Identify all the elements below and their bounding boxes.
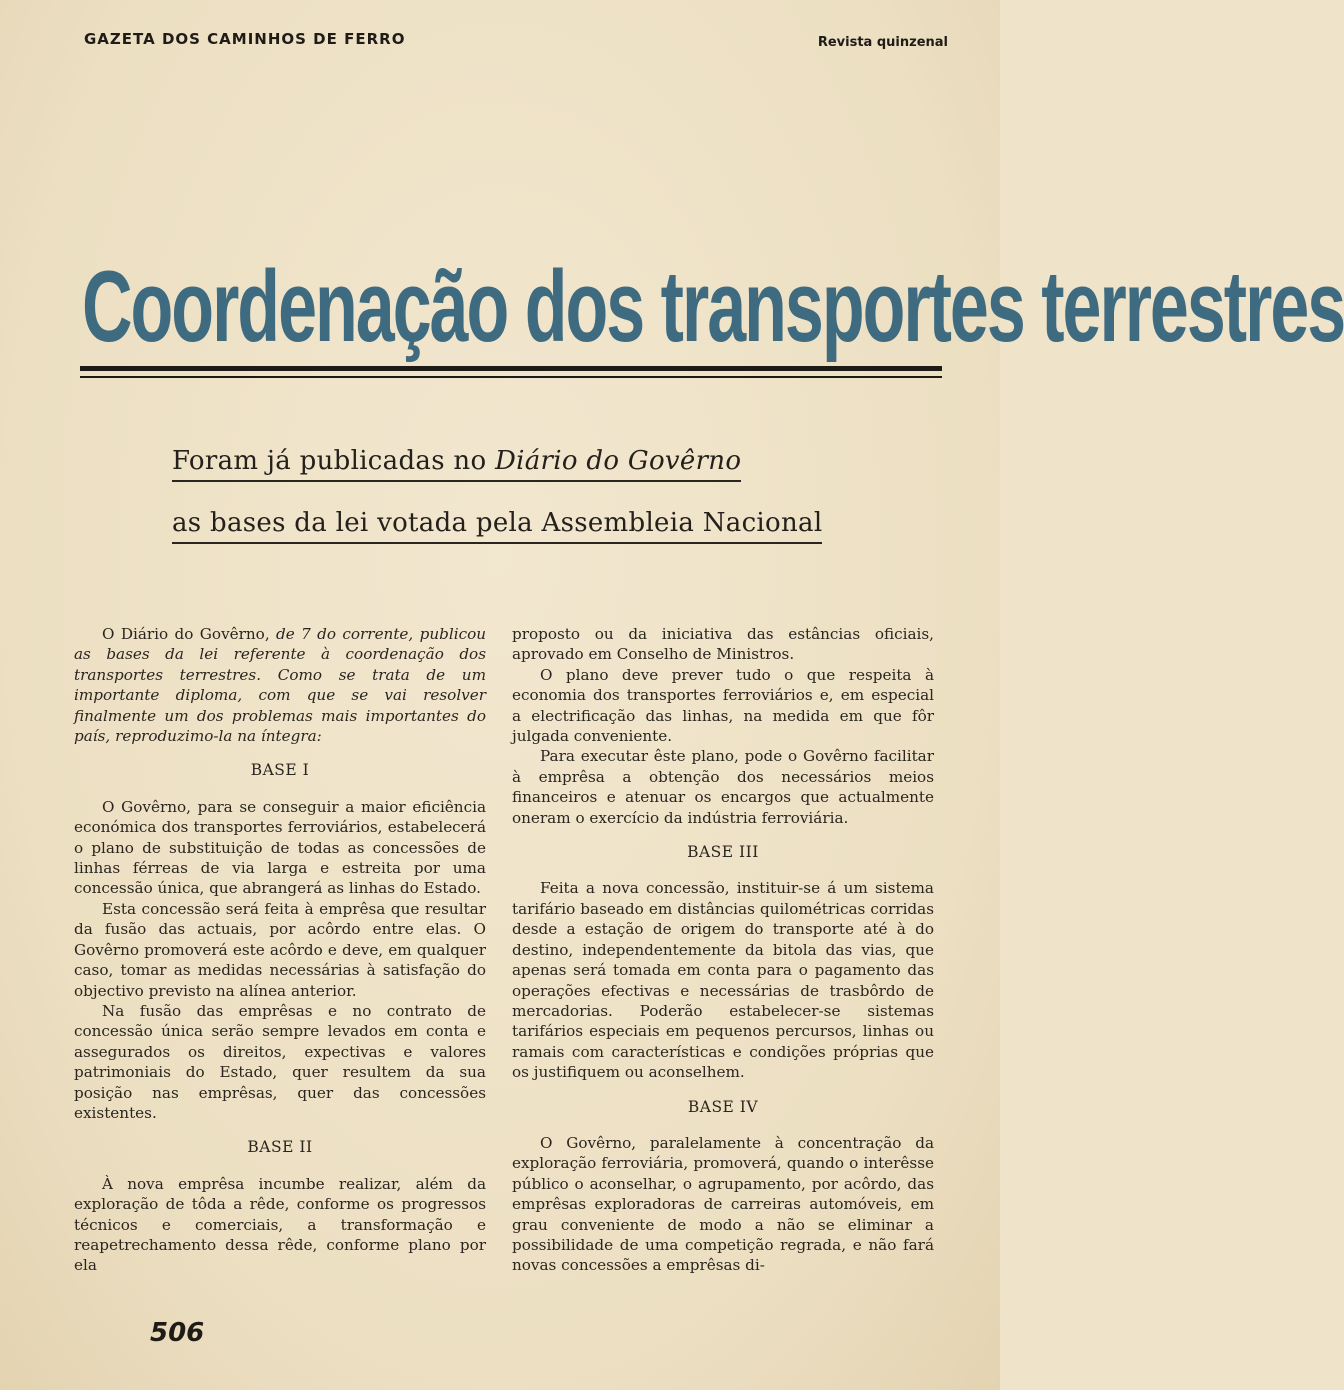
intro-paragraph <box>74 624 486 746</box>
intro-lead: O Diário do Govêrno, <box>102 625 270 643</box>
intro-rest: de 7 do corrente, publicou as bases da lei referente à coordenação dos transportes terrestres. Como se trata de um importante diploma, com que se vai resolver finalmente um dos problemas mais importantes do país, reproduzimo-la na íntegra: <box>74 625 486 746</box>
base-2-paragraph-3: Para executar êste plano, pode o Govêrno facilitar à emprêsa a obtenção dos necessários meios financeiros e atenuar os encargos que actualmente oneram o exercício da indústria ferroviária. <box>512 747 934 827</box>
base-1-paragraph-2: Esta concessão será feita à emprêsa que resultar da fusão das actuais, por acôrdo entre elas. O Govêrno promoverá este acôrdo e deve, em qualquer caso, tomar as medidas necessárias à satisfação do objectivo previsto na alínea anterior. <box>74 899 486 1000</box>
subtitle-line-2-text: as bases da lei votada pela Assembleia Nacional <box>172 508 822 544</box>
subtitle-line-1-italic: Diário do Govêrno <box>495 446 742 476</box>
right-column <box>512 624 934 1276</box>
title-rule-thin <box>80 376 942 378</box>
article-title: Coordenação dos transportes terrestres <box>82 249 1344 363</box>
base-1-paragraph-1: O Govêrno, para se conseguir a maior eficiência económica dos transportes ferroviários, estabelecerá o plano de substituição de todas as concessões de linhas férreas de via larga e estreita por uma concessão única, que abrangerá as linhas do Estado. <box>74 797 486 898</box>
base-2-paragraph-1: À nova emprêsa incumbe realizar, além da exploração de tôda a rêde, conforme os progressos técnicos e comerciais, a transformação e reapetrechamento dessa rêde, conforme plano por ela <box>74 1174 486 1275</box>
running-head-publication: GAZETA DOS CAMINHOS DE FERRO <box>84 30 406 48</box>
left-column <box>74 624 486 1276</box>
subtitle-line-1 <box>172 446 852 476</box>
base-3-paragraph-1: Feita a nova concessão, instituir-se á um sistema tarifário baseado em distâncias quilométricas corridas desde a estação de origem do transporte até à do destino, independentemente da bitola das vias, que apenas será tomada em conta para o pagamento das operações efectivas e necessárias de trasbôrdo de mercadorias. Poderão estabelecer-se sistemas tarifários especiais em pequenos percursos, linhas ou ramais com características e condições próprias que os justifiquem ou aconselhem. <box>512 879 934 1082</box>
subtitle-line-2 <box>172 508 852 538</box>
base-3-heading: BASE III <box>687 843 759 862</box>
base-4-heading: BASE IV <box>687 1097 759 1116</box>
running-head-frequency: Revista quinzenal <box>817 35 948 50</box>
base-1-heading: BASE I <box>250 761 310 780</box>
base-2-heading: BASE II <box>247 1138 313 1157</box>
title-rule-thick <box>80 366 942 371</box>
base-2-paragraph-2: O plano deve prever tudo o que respeita à economia dos transportes ferroviários e, em especial a electrificação das linhas, na medida em que fôr julgada conveniente. <box>512 665 934 746</box>
subtitle-line-1-text: Foram já publicadas no <box>172 446 495 476</box>
base-4-paragraph-1: O Govêrno, paralelamente à concentração da exploração ferroviária, promoverá, quando o interêsse público o aconselhar, o agrupamento, por acôrdo, das emprêsas exploradoras de carreiras automóveis, em grau conveniente de modo a não se eliminar a possibilidade de uma competição regrada, e não fará novas concessões a emprêsas di- <box>512 1133 934 1275</box>
base-1-paragraph-3: Na fusão das emprêsas e no contrato de concessão única serão sempre levados em conta e assegurados os direitos, expectivas e valores patrimoniais do Estado, quer resultem da sua posição nas emprêsas, quer das concessões existentes. <box>74 1001 486 1122</box>
subtitle-line-1-underline <box>172 446 741 482</box>
base-2-continuation: proposto ou da iniciativa das estâncias oficiais, aprovado em Conselho de Ministros. <box>512 625 934 664</box>
page-number: 506 <box>150 1318 205 1348</box>
